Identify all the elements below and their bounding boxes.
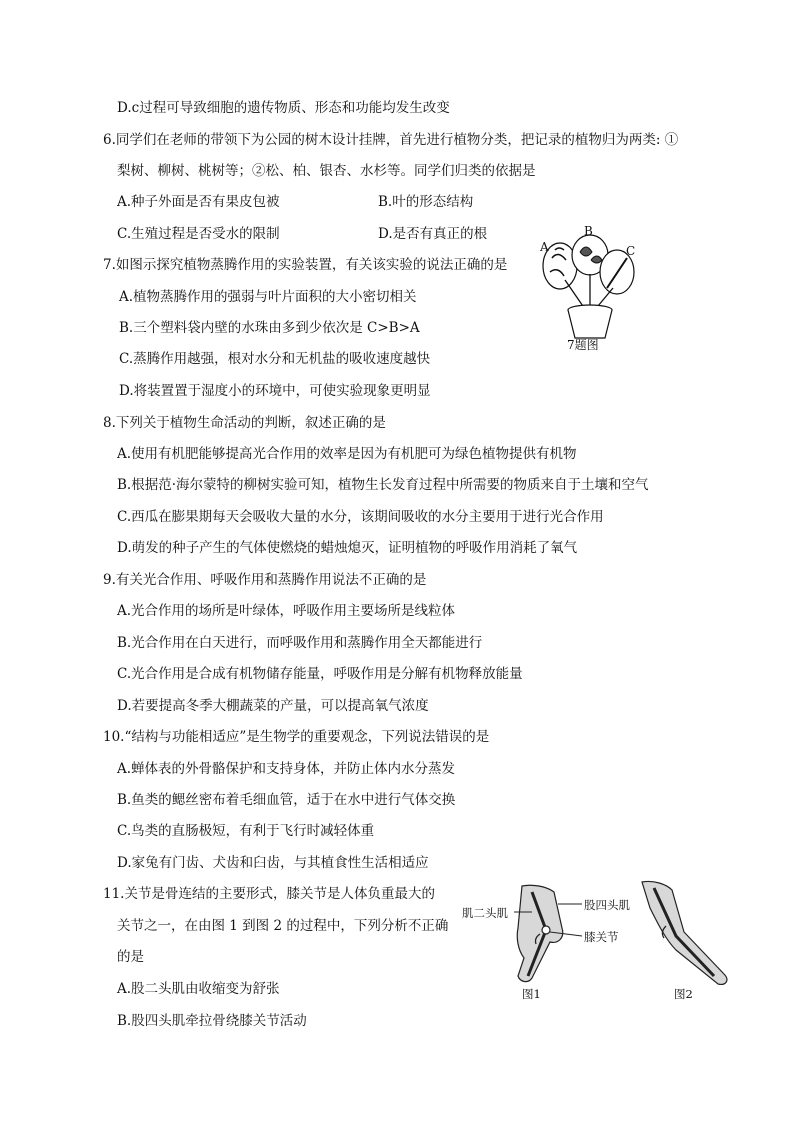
- q7-figure-label-b: B: [584, 224, 593, 238]
- q11-option-b: B.股四头肌牵拉骨绕膝关节活动: [117, 1013, 307, 1029]
- q8-option-b: B.根据范·海尔蒙特的柳树实验可知，植物生长发育过程中所需要的物质来自于土壤和空气: [117, 477, 649, 493]
- q11-stem-line1: 11.关节是骨连结的主要形式，膝关节是人体负重最大的: [103, 886, 435, 902]
- q11-stem-line3: 的是: [117, 949, 144, 965]
- q6-option-d: D.是否有真正的根: [378, 226, 488, 242]
- q11-figure: [462, 878, 742, 1006]
- q5-option-d: D.c过程可导致细胞的遗传物质、形态和功能均发生改变: [117, 100, 450, 116]
- q7-figure: [535, 222, 645, 357]
- figure2-caption: 图2: [674, 987, 693, 1001]
- q9-option-d: D.若要提高冬季大棚蔬菜的产量，可以提高氧气浓度: [117, 698, 429, 714]
- figure2-leg: [642, 881, 727, 984]
- q9-option-a: A.光合作用的场所是叶绿体，呼吸作用主要场所是线粒体: [117, 603, 456, 619]
- q10-option-b: B.鱼类的鳃丝密布着毛细血管，适于在水中进行气体交换: [117, 792, 456, 808]
- q7-figure-label-c: C: [626, 244, 636, 258]
- q7-stem: 7.如图示探究植物蒸腾作用的实验装置，有关该实验的说法正确的是: [103, 257, 508, 273]
- q7-option-a: A.植物蒸腾作用的强弱与叶片面积的大小密切相关: [119, 289, 417, 305]
- q6-option-c: C.生殖过程是否受水的限制: [117, 226, 280, 242]
- q8-option-a: A.使用有机肥能够提高光合作用的效率是因为有机肥可为绿色植物提供有机物: [117, 446, 577, 462]
- q6-stem-line1: 6.同学们在老师的带领下为公园的树木设计挂牌，首先进行植物分类，把记录的植物归为两类: ①: [103, 132, 679, 148]
- pot-body: [568, 310, 612, 338]
- q8-option-d: D.萌发的种子产生的气体使燃烧的蜡烛熄灭，证明植物的呼吸作用消耗了氧气: [117, 540, 578, 556]
- q7-figure-caption: 7题图: [567, 338, 599, 352]
- label-quadriceps: 股四头肌: [584, 898, 630, 912]
- q10-option-d: D.家兔有门齿、犬齿和臼齿，与其植食性生活相适应: [117, 855, 429, 871]
- q6-option-a: A.种子外面是否有果皮包被: [117, 194, 280, 210]
- q11-stem-line2: 关节之一，在由图 1 到图 2 的过程中，下列分析不正确: [117, 918, 449, 934]
- label-knee-joint: 膝关节: [584, 930, 619, 944]
- q9-option-b: B.光合作用在白天进行，而呼吸作用和蒸腾作用全天都能进行: [117, 635, 483, 651]
- q9-option-c: C.光合作用是合成有机物储存能量，呼吸作用是分解有机物释放能量: [117, 666, 523, 682]
- q7-option-c: C.蒸腾作用越强，根对水分和无机盐的吸收速度越快: [119, 351, 431, 367]
- q7-option-d: D.将装置置于湿度小的环境中，可使实验现象更明显: [119, 383, 431, 399]
- q9-stem: 9.有关光合作用、呼吸作用和蒸腾作用说法不正确的是: [103, 572, 427, 588]
- q6-stem-line2: 梨树、柳树、桃树等；②松、柏、银杏、水杉等。同学们归类的依据是: [117, 163, 536, 179]
- q11-option-a: A.股二头肌由收缩变为舒张: [117, 981, 280, 997]
- figure1-caption: 图1: [522, 987, 541, 1001]
- q10-option-c: C.鸟类的直肠极短，有利于飞行时减轻体重: [117, 823, 375, 839]
- q10-stem: 10.“结构与功能相适应”是生物学的重要观念，下列说法错误的是: [103, 729, 490, 745]
- q8-option-c: C.西瓜在膨果期每天会吸收大量的水分，该期间吸收的水分主要用于进行光合作用: [117, 509, 604, 525]
- label-biceps-femoris: 肌二头肌: [462, 906, 508, 920]
- figure1-knee-joint: [542, 926, 550, 934]
- figure1-leg: [517, 885, 562, 981]
- q7-option-b: B.三个塑料袋内壁的水珠由多到少依次是 C>B>A: [119, 320, 420, 336]
- q7-figure-label-a: A: [540, 240, 549, 254]
- q8-stem: 8.下列关于植物生命活动的判断，叙述正确的是: [103, 415, 386, 431]
- q6-option-b: B.叶的形态结构: [378, 194, 474, 210]
- q10-option-a: A.蝉体表的外骨骼保护和支持身体，并防止体内水分蒸发: [117, 761, 456, 777]
